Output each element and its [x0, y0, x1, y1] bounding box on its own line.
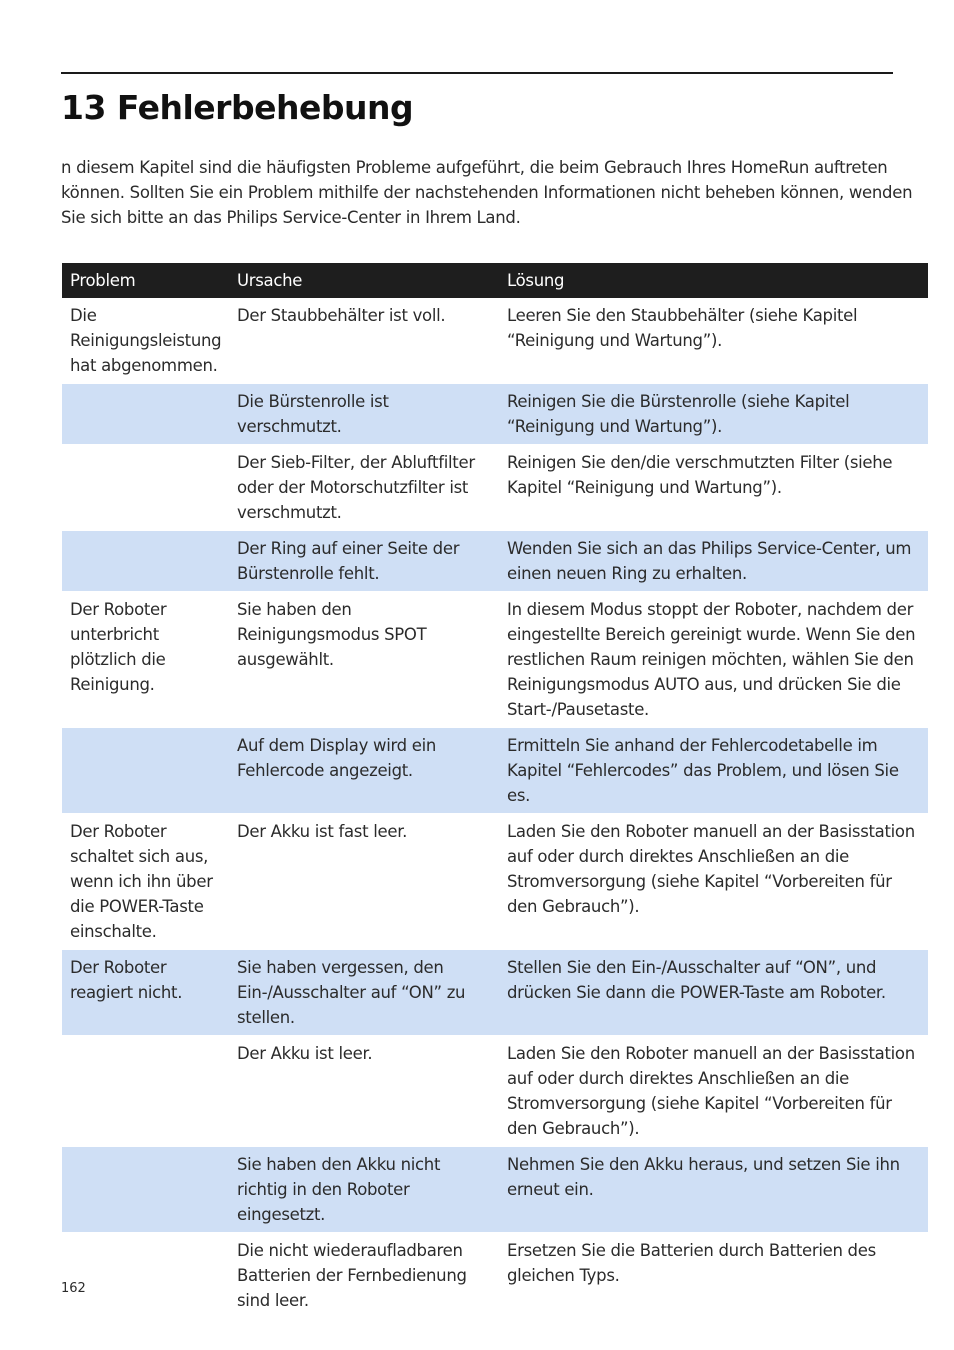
cell-cause: Der Sieb-Filter, der Abluftfilter oder der Motorschutzfilter ist verschmutzt.: [229, 445, 499, 531]
cell-problem: [62, 1233, 229, 1319]
cell-cause: Die Bürstenrolle ist verschmutzt.: [229, 384, 499, 445]
table-row: [62, 445, 928, 531]
table-row: [62, 950, 928, 1036]
header-solution: Lösung: [499, 263, 928, 298]
cell-solution: Wenden Sie sich an das Philips Service-Center, um einen neuen Ring zu erhalten.: [499, 531, 928, 592]
table-row: [62, 1147, 928, 1233]
cell-solution: In diesem Modus stoppt der Roboter, nachdem der eingestellte Bereich gereinigt wurde. Wenn Sie den restlichen Raum reinigen möchten, wählen Sie den Reinigungsmodus AUTO aus, und drücken Sie die Start-/Pausetaste.: [499, 592, 928, 728]
cell-solution: Stellen Sie den Ein-/Ausschalter auf “ON”, und drücken Sie dann die POWER-Taste am Roboter.: [499, 950, 928, 1036]
table-row: [62, 531, 928, 592]
cell-problem: [62, 384, 229, 445]
cell-cause: Der Ring auf einer Seite der Bürstenrolle fehlt.: [229, 531, 499, 592]
intro-paragraph: n diesem Kapitel sind die häufigsten Probleme aufgeführt, die beim Gebrauch Ihres HomeRun auftreten können. Sollten Sie ein Problem mithilfe der nachstehenden Informationen nicht beheben können, wenden Sie sich bitte an das Philips Service-Center in Ihrem Land.: [61, 158, 913, 227]
page-title: 13 Fehlerbehebung: [61, 88, 414, 127]
cell-problem: Der Roboter unterbricht plötzlich die Reinigung.: [62, 592, 229, 728]
header-problem: Problem: [62, 263, 229, 298]
cell-problem: [62, 531, 229, 592]
cell-problem: Der Roboter reagiert nicht.: [62, 950, 229, 1036]
troubleshooting-table: [62, 263, 928, 1319]
table-row: [62, 384, 928, 445]
top-rule: [61, 72, 893, 74]
cell-cause: Der Akku ist leer.: [229, 1036, 499, 1147]
cell-cause: Der Staubbehälter ist voll.: [229, 298, 499, 384]
table-row: [62, 298, 928, 384]
table-row: [62, 814, 928, 950]
cell-solution: Reinigen Sie die Bürstenrolle (siehe Kapitel “Reinigung und Wartung”).: [499, 384, 928, 445]
cell-solution: Laden Sie den Roboter manuell an der Basisstation auf oder durch direktes Anschließen an die Stromversorgung (siehe Kapitel “Vorbereiten für den Gebrauch”).: [499, 814, 928, 950]
cell-solution: Ersetzen Sie die Batterien durch Batterien des gleichen Typs.: [499, 1233, 928, 1319]
cell-problem: [62, 1036, 229, 1147]
table-row: [62, 728, 928, 814]
table-row: [62, 1036, 928, 1147]
header-cause: Ursache: [229, 263, 499, 298]
table-header-row: [62, 263, 928, 298]
cell-solution: Ermitteln Sie anhand der Fehlercodetabelle im Kapitel “Fehlercodes” das Problem, und lösen Sie es.: [499, 728, 928, 814]
cell-solution: Nehmen Sie den Akku heraus, und setzen Sie ihn erneut ein.: [499, 1147, 928, 1233]
cell-problem: [62, 445, 229, 531]
cell-solution: Reinigen Sie den/die verschmutzten Filter (siehe Kapitel “Reinigung und Wartung”).: [499, 445, 928, 531]
table-row: [62, 592, 928, 728]
cell-cause: Die nicht wiederaufladbaren Batterien der Fernbedienung sind leer.: [229, 1233, 499, 1319]
cell-cause: Sie haben vergessen, den Ein-/Ausschalter auf “ON” zu stellen.: [229, 950, 499, 1036]
cell-solution: Leeren Sie den Staubbehälter (siehe Kapitel “Reinigung und Wartung”).: [499, 298, 928, 384]
cell-cause: Auf dem Display wird ein Fehlercode angezeigt.: [229, 728, 499, 814]
cell-cause: Der Akku ist fast leer.: [229, 814, 499, 950]
cell-problem: [62, 1147, 229, 1233]
cell-problem: [62, 728, 229, 814]
page-number: 162: [61, 1281, 86, 1296]
table-row: [62, 1233, 928, 1319]
cell-cause: Sie haben den Reinigungsmodus SPOT ausgewählt.: [229, 592, 499, 728]
cell-cause: Sie haben den Akku nicht richtig in den Roboter eingesetzt.: [229, 1147, 499, 1233]
cell-problem: Der Roboter schaltet sich aus, wenn ich ihn über die POWER-Taste einschalte.: [62, 814, 229, 950]
cell-solution: Laden Sie den Roboter manuell an der Basisstation auf oder durch direktes Anschließen an die Stromversorgung (siehe Kapitel “Vorbereiten für den Gebrauch”).: [499, 1036, 928, 1147]
cell-problem: Die Reinigungsleistung hat abgenommen.: [62, 298, 229, 384]
